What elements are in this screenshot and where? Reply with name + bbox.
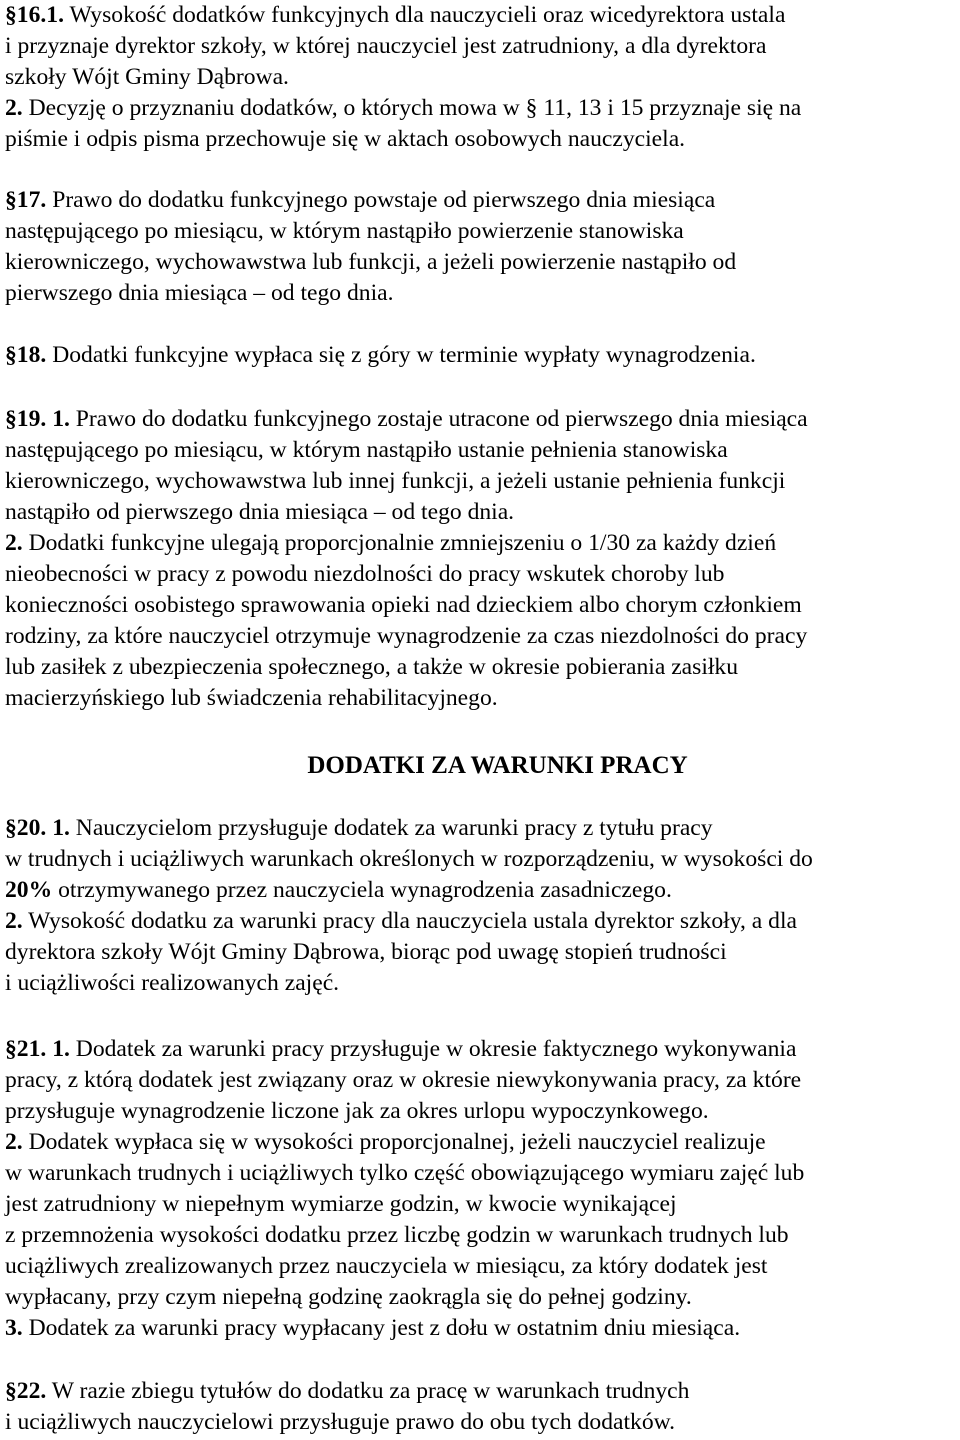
paragraph-line [5, 1034, 955, 1065]
paragraph-line [5, 435, 955, 466]
paragraph-line [5, 906, 955, 937]
paragraph-line [5, 93, 955, 124]
paragraph-line [5, 185, 955, 216]
line-text: Wysokość dodatków funkcyjnych dla nauczycieli oraz wicedyrektora ustala [63, 2, 786, 28]
paragraph-line [5, 31, 955, 62]
paragraph-line [5, 0, 955, 31]
line-text: Wysokość dodatku za warunki pracy dla nauczyciela ustala dyrektor szkoły, a dla [22, 908, 797, 934]
paragraph-line [5, 1251, 955, 1282]
line-text: otrzymywanego przez nauczyciela wynagrodzenia zasadniczego. [52, 877, 672, 903]
line-text: w trudnych i uciążliwych warunkach określonych w rozporządzeniu, w wysokości do [5, 846, 813, 872]
line-text: Dodatki funkcyjne wypłaca się z góry w terminie wypłaty wynagrodzenia. [46, 342, 756, 368]
line-text: kierowniczego, wychowawstwa lub innej funkcji, a jeżeli ustanie pełnienia funkcji [5, 468, 786, 494]
paragraph-line [5, 1096, 709, 1127]
line-text: następującego po miesiącu, w którym nastąpiło powierzenie stanowiska [5, 218, 684, 244]
paragraph-line [5, 466, 955, 497]
paragraph-line [5, 1065, 955, 1096]
line-text: uciążliwych zrealizowanych przez nauczyciela w miesiącu, za który dodatek jest [5, 1253, 768, 1279]
section-number: 2. [5, 1129, 23, 1155]
line-text: piśmie i odpis pisma przechowuje się w aktach osobowych nauczyciela. [5, 126, 686, 152]
section-number: §20. 1. [5, 815, 70, 841]
paragraph-line [5, 340, 756, 371]
paragraph-line [5, 1127, 955, 1158]
paragraph-line [5, 1220, 955, 1251]
line-text: Nauczycielom przysługuje dodatek za warunki pracy z tytułu pracy [69, 815, 713, 841]
line-text: Decyzję o przyznaniu dodatków, o których mowa w § 11, 13 i 15 przyznaje się na [22, 95, 802, 121]
section-number: §19. 1. [5, 406, 70, 432]
line-text: Prawo do dodatku funkcyjnego zostaje utracone od pierwszego dnia miesiąca [69, 406, 808, 432]
line-text: przysługuje wynagrodzenie liczone jak za okres urlopu wypoczynkowego. [5, 1098, 709, 1124]
paragraph-line [5, 683, 498, 714]
line-text: Dodatek za warunki pracy wypłacany jest z dołu w ostatnim dniu miesiąca. [22, 1315, 741, 1341]
line-text: i uciążliwości realizowanych zajęć. [5, 970, 340, 996]
line-text: macierzyńskiego lub świadczenia rehabilitacyjnego. [5, 685, 498, 711]
section-number: §16.1. [5, 2, 64, 28]
line-text: i przyznaje dyrektor szkoły, w której nauczyciel jest zatrudniony, a dla dyrektora [5, 33, 767, 59]
paragraph-line [5, 1376, 955, 1407]
percentage-value: 20% [5, 877, 53, 903]
line-text: w warunkach trudnych i uciążliwych tylko część obowiązującego wymiaru zajęć lub [5, 1160, 805, 1186]
line-text: lub zasiłek z ubezpieczenia społecznego, a także w okresie pobierania zasiłku [5, 654, 739, 680]
paragraph-line [5, 590, 955, 621]
paragraph-line [5, 813, 955, 844]
paragraph-line [5, 1158, 955, 1189]
section-number: §22. [5, 1378, 47, 1404]
section-number: 2. [5, 95, 23, 121]
line-text: nastąpiło od pierwszego dnia miesiąca – od tego dnia. [5, 499, 515, 525]
section-number: 2. [5, 530, 23, 556]
line-text: Prawo do dodatku funkcyjnego powstaje od pierwszego dnia miesiąca [46, 187, 716, 213]
line-text: szkoły Wójt Gminy Dąbrowa. [5, 64, 289, 90]
section-number: 3. [5, 1315, 23, 1341]
paragraph-line [5, 1407, 675, 1438]
paragraph-line [5, 62, 289, 93]
line-text: następującego po miesiącu, w którym nastąpiło ustanie pełnienia stanowiska [5, 437, 728, 463]
section-number: §18. [5, 342, 47, 368]
section-heading: DODATKI ZA WARUNKI PRACY [307, 752, 688, 779]
line-text: i uciążliwych nauczycielowi przysługuje prawo do obu tych dodatków. [5, 1409, 676, 1435]
paragraph-line [5, 968, 339, 999]
line-text: jest zatrudniony w niepełnym wymiarze godzin, w kwocie wynikającej [5, 1191, 677, 1217]
line-text: Dodatki funkcyjne ulegają proporcjonalnie zmniejszeniu o 1/30 za każdy dzień [22, 530, 777, 556]
line-text: z przemnożenia wysokości dodatku przez liczbę godzin w warunkach trudnych lub [5, 1222, 789, 1248]
paragraph-line [5, 404, 955, 435]
paragraph-line [5, 844, 955, 875]
paragraph-line [5, 621, 955, 652]
line-text: konieczności osobistego sprawowania opieki nad dzieckiem albo chorym członkiem [5, 592, 802, 618]
line-text: Dodatek wypłaca się w wysokości proporcjonalnej, jeżeli nauczyciel realizuje [22, 1129, 766, 1155]
line-text: pracy, z którą dodatek jest związany oraz w okresie niewykonywania pracy, za które [5, 1067, 802, 1093]
line-text: W razie zbiegu tytułów do dodatku za pracę w warunkach trudnych [46, 1378, 690, 1404]
line-text: pierwszego dnia miesiąca – od tego dnia. [5, 280, 394, 306]
paragraph-line [5, 1282, 692, 1313]
paragraph-line [5, 1313, 740, 1344]
line-text: nieobecności w pracy z powodu niezdolności do pracy wskutek choroby lub [5, 561, 725, 587]
line-text: rodziny, za które nauczyciel otrzymuje wynagrodzenie za czas niezdolności do pracy [5, 623, 808, 649]
paragraph-line [5, 652, 955, 683]
paragraph-line [5, 559, 955, 590]
paragraph-line [5, 1189, 955, 1220]
paragraph-line [5, 278, 394, 309]
paragraph-line [5, 497, 514, 528]
paragraph-line [5, 216, 955, 247]
paragraph-line [5, 528, 955, 559]
line-text: kierowniczego, wychowawstwa lub funkcji, a jeżeli powierzenie nastąpiło od [5, 249, 737, 275]
line-text: dyrektora szkoły Wójt Gminy Dąbrowa, biorąc pod uwagę stopień trudności [5, 939, 727, 965]
line-text: wypłacany, przy czym niepełną godzinę zaokrągla się do pełnej godziny. [5, 1284, 692, 1310]
paragraph-line [5, 937, 955, 968]
paragraph-line [5, 875, 672, 906]
line-text: Dodatek za warunki pracy przysługuje w okresie faktycznego wykonywania [69, 1036, 797, 1062]
paragraph-line [5, 247, 955, 278]
section-number: §21. 1. [5, 1036, 70, 1062]
section-number: 2. [5, 908, 23, 934]
section-number: §17. [5, 187, 47, 213]
paragraph-line [5, 124, 685, 155]
